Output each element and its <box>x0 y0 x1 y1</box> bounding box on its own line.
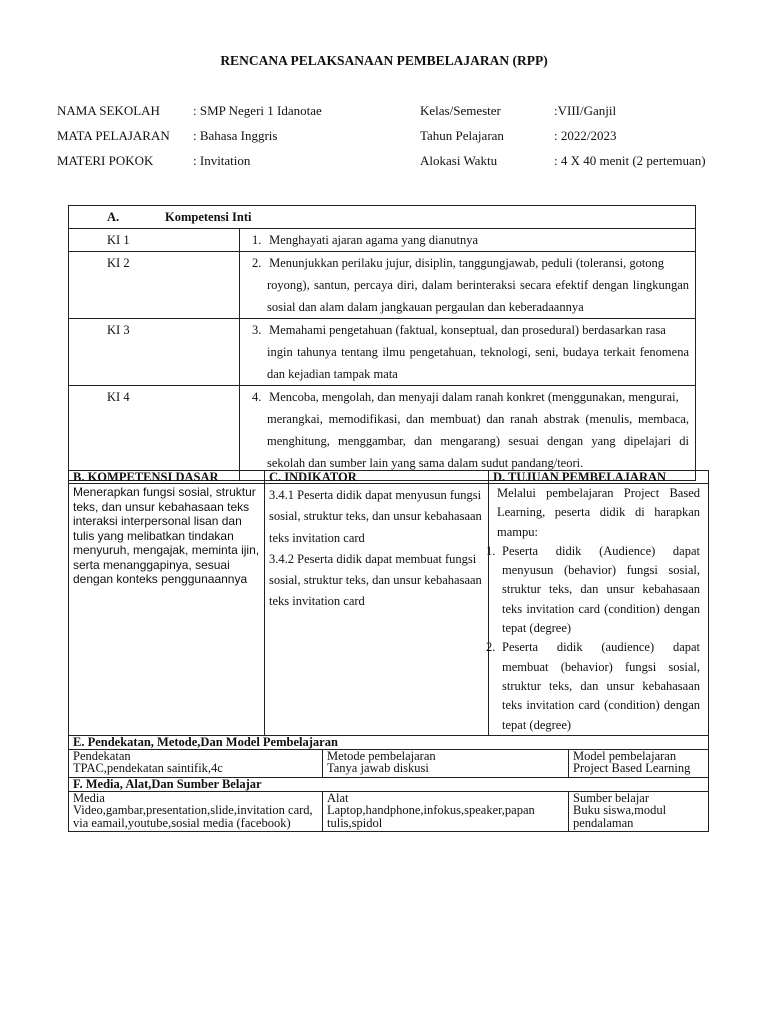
ki-number: 2. <box>252 256 262 270</box>
pendekatan-cell <box>69 749 323 777</box>
tujuan-text: Peserta didik (Audience) dapat menyusun (behavior) fungsi sosial, struktur teks, dan unsur kebahasaan teks invitation card (condition) dengan tepat (degree) <box>502 543 701 636</box>
sumber-label: Sumber belajar <box>573 790 650 805</box>
alat-label: Alat <box>327 790 349 805</box>
pendekatan-value: TPAC,pendekatan saintifik,4c <box>73 761 223 776</box>
tujuan-list <box>486 542 701 735</box>
kd-header-row <box>69 471 709 484</box>
document-title: RENCANA PELAKSANAAN PEMBELAJARAN (RPP) <box>220 53 548 68</box>
ki-first-line: Menunjukkan perilaku jujur, disiplin, tanggungjawab, peduli (toleransi, gotong <box>269 256 665 270</box>
info-label-time: Alokasi Waktu <box>420 153 498 168</box>
ki-row <box>69 252 696 319</box>
kd-content-row <box>69 484 709 736</box>
section-f-title: F. Media, Alat,Dan Sumber Belajar <box>69 777 709 791</box>
model-cell <box>569 749 709 777</box>
info-label-material: MATERI POKOK <box>57 153 154 168</box>
ki-number: 1. <box>252 233 262 247</box>
tujuan-cell <box>486 484 709 736</box>
tujuan-number: 2. <box>486 640 496 655</box>
ki-label: KI 4 <box>69 386 240 481</box>
ki-label: KI 2 <box>69 252 240 319</box>
kompetensi-dasar-table <box>68 470 709 832</box>
tujuan-number: 1. <box>486 543 496 558</box>
sumber-cell <box>569 791 709 832</box>
indikator-header: C. INDIKATOR <box>265 471 489 484</box>
info-label-school: NAMA SEKOLAH <box>57 103 160 118</box>
tujuan-item <box>486 638 701 734</box>
ki-row <box>69 319 696 386</box>
ki-text <box>240 319 696 386</box>
section-f-header-row <box>69 777 709 791</box>
ki-header-title: Kompetensi Inti <box>165 210 252 224</box>
kd-header: B. KOMPETENSI DASAR <box>69 471 265 484</box>
sumber-value: Buku siswa,modul pendalaman <box>573 803 667 830</box>
media-cell <box>69 791 323 832</box>
section-e-row <box>69 749 709 777</box>
metode-label: Metode pembelajaran <box>327 748 436 763</box>
ki-first-line: Memahami pengetahuan (faktual, konseptual, dan prosedural) berdasarkan rasa <box>269 323 666 337</box>
tujuan-text: Peserta didik (audience) dapat membuat (behavior) fungsi sosial, struktur teks, dan unsur kebahasaan teks invitation card (condition) dengan tepat (degree) <box>502 640 701 732</box>
ki-row <box>69 386 696 481</box>
metode-value: Tanya jawab diskusi <box>327 761 429 776</box>
info-value-semester: :VIII/Ganjil <box>554 103 617 118</box>
ki-label: KI 3 <box>69 319 240 386</box>
ki-header-cell <box>69 206 696 229</box>
info-value-material: : Invitation <box>193 153 251 168</box>
indikator-item: 3.4.1 Peserta didik dapat menyusun fungsi sosial, struktur teks, dan unsur kebahasaan teks invitation card <box>269 488 482 545</box>
pendekatan-label: Pendekatan <box>73 748 131 763</box>
indikator-item: 3.4.2 Peserta didik dapat membuat fungsi sosial, struktur teks, dan unsur kebahasaan teks invitation card <box>269 551 482 609</box>
ki-first-line: Mencoba, mengolah, dan menyaji dalam ranah konkret (menggunakan, mengurai, <box>269 390 679 404</box>
info-label-subject: MATA PELAJARAN <box>57 128 170 143</box>
ki-continuation: ingin tahunya tentang ilmu pengetahuan, teknologi, seni, budaya terkait fenomena dan kejadian tampak mata <box>267 345 689 381</box>
model-value: Project Based Learning <box>573 761 691 776</box>
section-e-title: E. Pendekatan, Metode,Dan Model Pembelajaran <box>69 735 709 749</box>
model-label: Model pembelajaran <box>573 748 677 763</box>
ki-text <box>240 386 696 481</box>
ki-continuation: merangkai, memodifikasi, dan membuat) dan ranah abstrak (menulis, membaca, menghitung, menggambar, dan mengarang) sesuai dengan yang dipelajari di sekolah dan sumber lain yang sama dalam sudut pandang/teori. <box>267 412 689 470</box>
ki-row <box>69 229 696 252</box>
media-value: Video,gambar,presentation,slide,invitation card, via eamail,youtube,sosial media (facebook) <box>73 803 313 830</box>
ki-label: KI 1 <box>69 229 240 252</box>
ki-continuation: royong), santun, percaya diri, dalam berinteraksi secara efektif dengan lingkungan sosial dan alam dalam jangkauan pergaulan dan keberadaannya <box>267 278 689 314</box>
info-value-subject: : Bahasa Inggris <box>193 128 278 143</box>
kompetensi-inti-table <box>68 205 696 481</box>
tujuan-item <box>486 542 701 638</box>
ki-number: 3. <box>252 323 262 337</box>
ki-text <box>240 229 696 252</box>
kompetensi-dasar-text: Menerapkan fungsi sosial, struktur teks, dan unsur kebahasaan teks interaksi interpersonal lisan dan tulis yang melibatkan tindakan menyuruh, mengajak, meminta ijin, serta menanggapinya, sesuai dengan konteks penggunaannya <box>69 484 265 736</box>
section-e-header-row <box>69 735 709 749</box>
info-label-year: Tahun Pelajaran <box>420 128 504 143</box>
media-label: Media <box>73 790 105 805</box>
metode-cell <box>323 749 569 777</box>
ki-text <box>240 252 696 319</box>
indikator-cell <box>265 484 489 736</box>
info-value-school: : SMP Negeri 1 Idanotae <box>193 103 322 118</box>
alat-cell <box>323 791 569 832</box>
ki-header-row <box>69 206 696 229</box>
alat-value: Laptop,handphone,infokus,speaker,papan tulis,spidol <box>327 803 535 830</box>
ki-header-letter: A. <box>107 210 120 224</box>
section-f-row <box>69 791 709 832</box>
tujuan-header: D. TUJUAN PEMBELAJARAN <box>489 471 709 484</box>
ki-first-line: Menghayati ajaran agama yang dianutnya <box>269 233 479 247</box>
info-label-semester: Kelas/Semester <box>420 103 501 118</box>
tujuan-intro: Melalui pembelajaran Project Based Learning, peserta didik di harapkan mampu: <box>497 486 701 539</box>
ki-number: 4. <box>252 390 262 404</box>
info-value-year: : 2022/2023 <box>554 128 617 143</box>
info-value-time: : 4 X 40 menit (2 pertemuan) <box>554 153 706 168</box>
